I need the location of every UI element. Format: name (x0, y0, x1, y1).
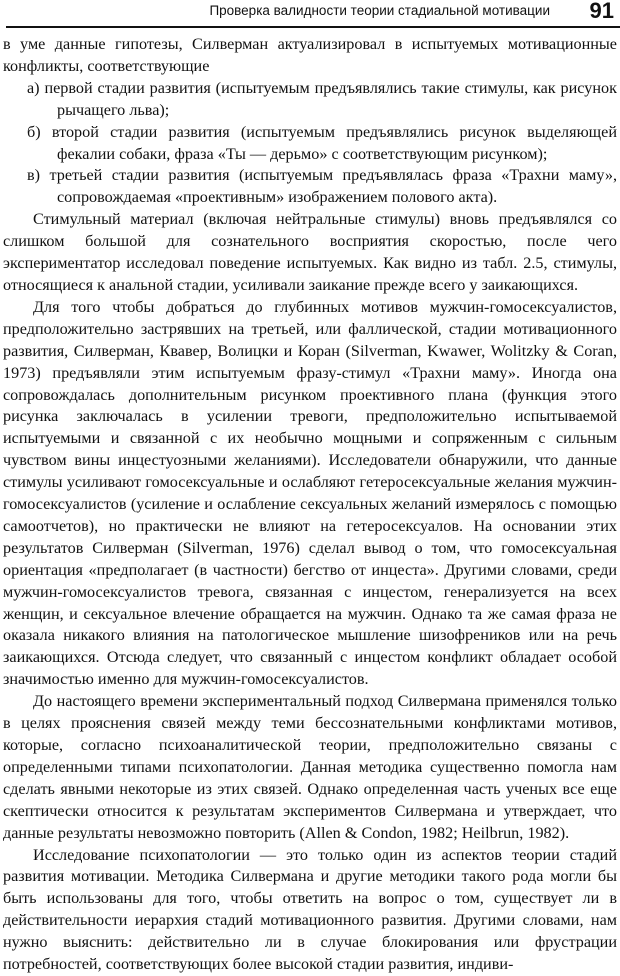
paragraph-experimental-approach: До настоящего времени экспериментальный подход Силвермана применялся только в целях прояснения связей между теми бессознательными конфликтами мотивов, которые, согласно психоаналитической теории, предположительно связаны с определенными типами психопатологии. Данная методика существенно помогла нам сделать явными некоторые из этих связей. Однако определенная часть ученых все еще скептически относится к результатам экспериментов Силвермана и утверждает, что данные результаты невозможно повторить (Allen & Condon, 1982; Heilbrun, 1982). (3, 692, 617, 842)
page-body (3, 34, 617, 976)
list-item-a: а) первой стадии развития (испытуемым предъявлялись такие стимулы, как рисунок рычащего льва); (27, 78, 617, 119)
paragraph-stimulus-material: Стимульный материал (включая нейтральные стимулы) вновь предъявлялся со слишком большой для сознательного восприятия скоростью, после чего экспериментатор исследовал поведение испытуемых. Как видно из табл. 2.5, стимулы, относящиеся к анальной стадии, усиливали заикание прежде всего у заикающихся. (3, 210, 617, 294)
paragraph-homosexual-motives: Для того чтобы добраться до глубинных мотивов мужчин-гомосексуалистов, предположительно застрявших на третьей, или фаллической, стадии мотивационного развития, Силверман, Квавер, Волицки и Коран (Silverman, Kwawer, Wolitzky & Coran, 1973) предъявляли этим испытуемым фразу-стимул «Трахни маму». Иногда она сопровождалась дополнительным рисунком проективного плана (функция этого рисунка заключалась в усилении тревоги, предположительно испытываемой испытуемыми и связанной с их необычно мощными и сопряженным с сильным чувством вины инцестуозными желаниями). Исследователи обнаружили, что данные стимулы усиливают гомосексуальные и ослабляют гетеросексуальные желания мужчин-гомосексуалистов (усиление и ослабление сексуальных желаний измерялось с помощью самоотчетов), но практически не влияют на гетеросексуалов. На основании этих результатов Силверман (Silverman, 1976) сделал вывод о том, что гомосексуальная ориентация «предполагает (в частности) бегство от инцеста». Другими словами, среди мужчин-гомосексуалистов тревога, связанная с инцестом, генерализуется на всех женщин, и сексуальное влечение обращается на мужчин. Однако та же самая фраза не оказала никакого влияния на патологическое мышление шизофреников или на речь заикающихся. Отсюда следует, что связанный с инцестом конфликт обладает особой значимостью именно для мужчин-гомосексуалистов. (3, 297, 617, 689)
list-item-b: б) второй стадии развития (испытуемым предъявлялись рисунок выделяющей фекалии собаки, фраза «Ты — дерьмо» с соответствующим рисунком); (27, 122, 617, 163)
paragraph-psychopathology: Исследование психопатологии — это только один из аспектов теории стадий развития мотивации. Методика Силвермана и другие методики такого рода могли бы быть использованы для того, чтобы ответить на вопрос о том, существует ли в действительности иерархия стадий мотивационного развития. Другими словами, нам нужно выяснить: действительно ли в случае блокирования или фрустрации потребностей, соответствующих более высокой стадии развития, индиви- (3, 845, 617, 974)
running-title: Проверка валидности теории стадиальной мотивации (209, 3, 550, 18)
intro-paragraph: в уме данные гипотезы, Силверман актуализировал в испытуемых мотивационные конфликты, соответствующие (3, 35, 617, 75)
running-header (6, 0, 620, 28)
page-number: 91 (589, 0, 614, 23)
list-item-c: в) третьей стадии развития (испытуемым предъявлялась фраза «Трахни маму», сопровождаемая «проективным» изображением полового акта). (27, 166, 617, 207)
